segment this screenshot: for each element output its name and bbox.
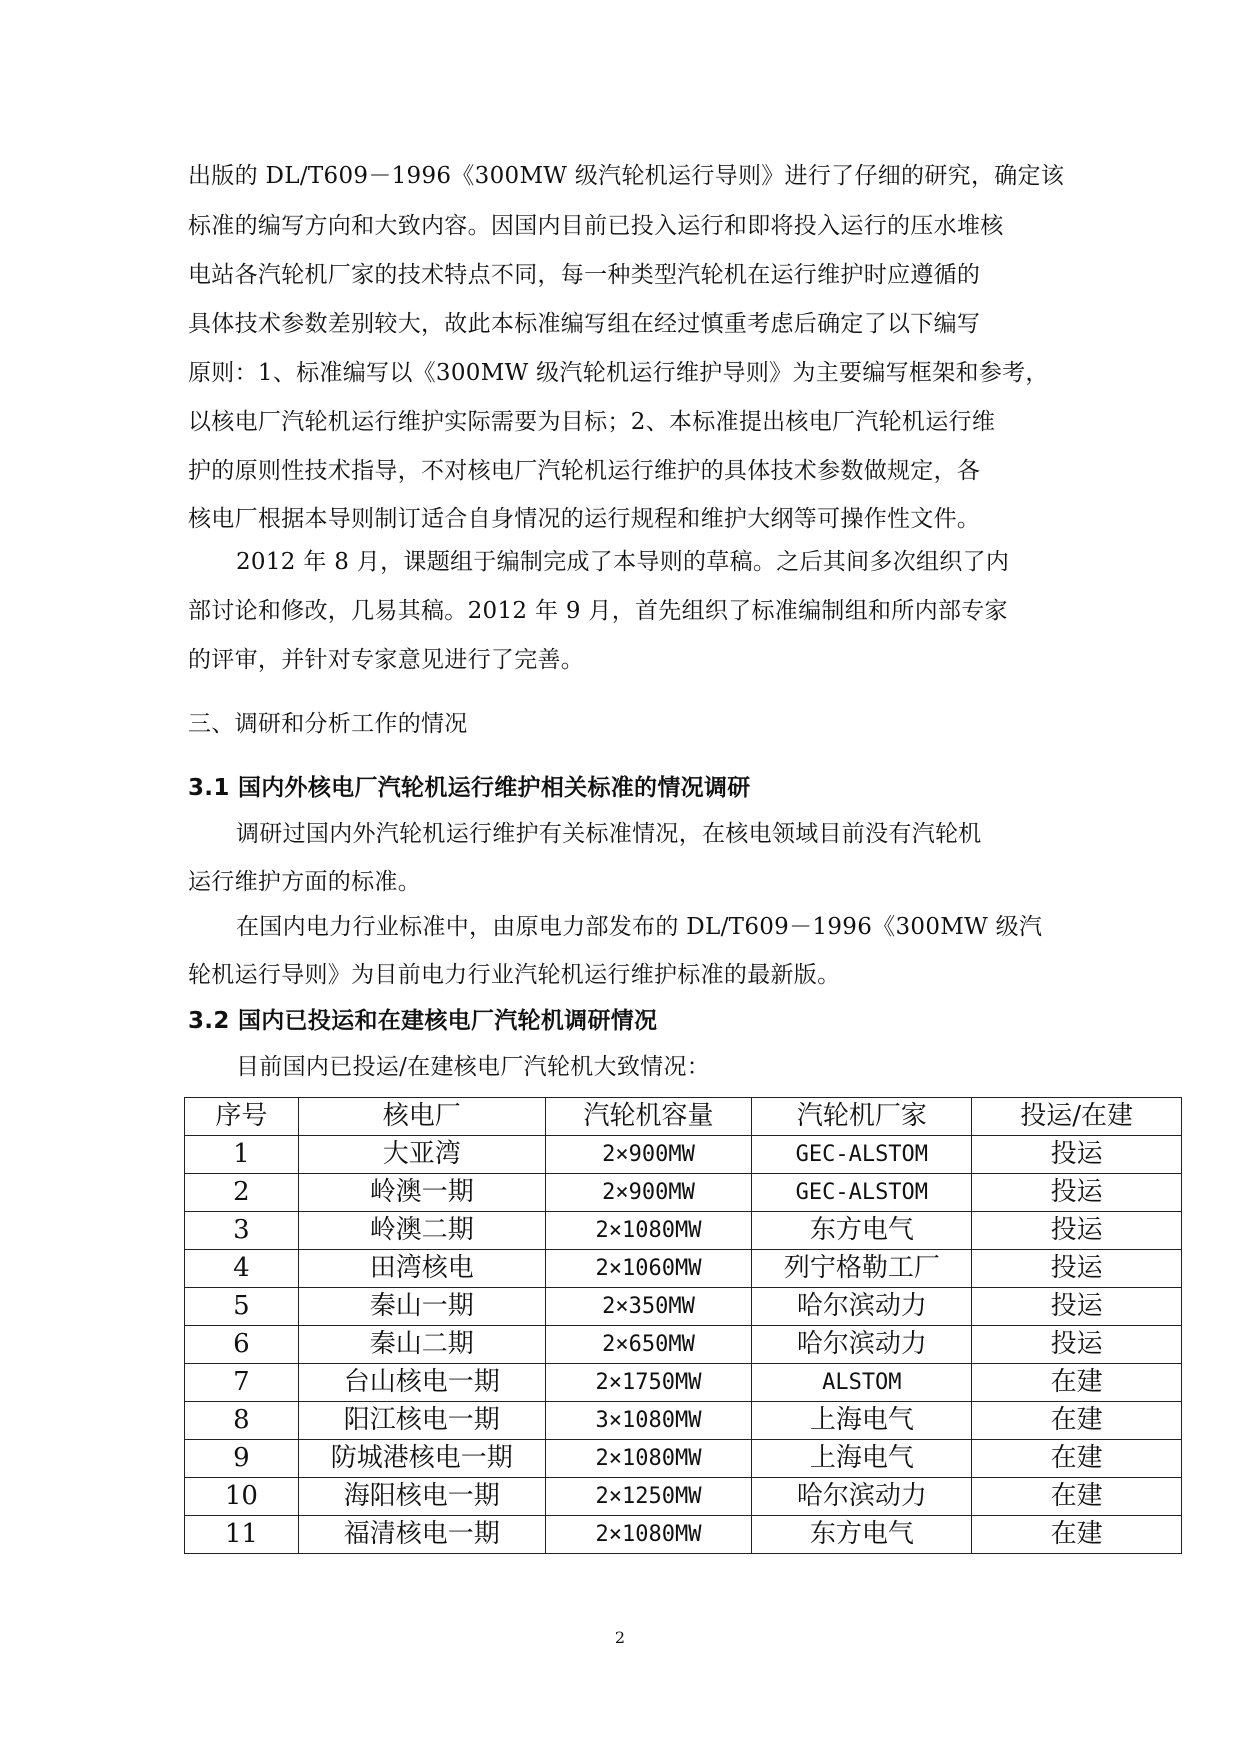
plant-name: 福清核电一期 xyxy=(298,1516,545,1554)
turbine-manufacturer: 列宁格勒工厂 xyxy=(752,1250,972,1288)
row-number: 9 xyxy=(185,1440,299,1478)
row-number: 4 xyxy=(185,1250,299,1288)
turbine-table xyxy=(184,1097,1182,1554)
row-number: 7 xyxy=(185,1364,299,1402)
status: 投运 xyxy=(972,1174,1182,1212)
status: 投运 xyxy=(972,1288,1182,1326)
plant-name: 台山核电一期 xyxy=(298,1364,545,1402)
turbine-capacity: 2×1750MW xyxy=(545,1364,752,1402)
table-row xyxy=(185,1174,1182,1212)
status: 投运 xyxy=(972,1136,1182,1174)
turbine-manufacturer: 哈尔滨动力 xyxy=(752,1478,972,1516)
row-number: 5 xyxy=(185,1288,299,1326)
table-row xyxy=(185,1478,1182,1516)
text-line: 护的原则性技术指导，不对核电厂汽轮机运行维护的具体技术参数做规定，各 xyxy=(188,458,981,484)
table-row xyxy=(185,1326,1182,1364)
turbine-manufacturer: 哈尔滨动力 xyxy=(752,1326,972,1364)
turbine-manufacturer: ALSTOM xyxy=(752,1364,972,1402)
turbine-manufacturer: 东方电气 xyxy=(752,1516,972,1554)
turbine-capacity: 2×1080MW xyxy=(545,1212,752,1250)
subsection-heading-3-2: 3.2 国内已投运和在建核电厂汽轮机调研情况 xyxy=(188,1008,658,1034)
table-row xyxy=(185,1402,1182,1440)
turbine-capacity: 3×1080MW xyxy=(545,1402,752,1440)
text-line: 出版的 DL/T609－1996《300MW 级汽轮机运行导则》进行了仔细的研究，确定该 xyxy=(188,163,1065,189)
turbine-capacity: 2×350MW xyxy=(545,1288,752,1326)
column-header: 投运/在建 xyxy=(972,1098,1182,1136)
table-row xyxy=(185,1440,1182,1478)
plant-name: 阳江核电一期 xyxy=(298,1402,545,1440)
text-line: 2012 年 8 月，课题组于编制完成了本导则的草稿。之后其间多次组织了内 xyxy=(236,549,1010,575)
table-intro: 目前国内已投运/在建核电厂汽轮机大致情况： xyxy=(236,1054,711,1080)
text-line: 原则：1、标准编写以《300MW 级汽轮机运行维护导则》为主要编写框架和参考， xyxy=(188,360,1049,386)
plant-name: 岭澳二期 xyxy=(298,1212,545,1250)
turbine-manufacturer: GEC-ALSTOM xyxy=(752,1136,972,1174)
plant-name: 秦山二期 xyxy=(298,1326,545,1364)
turbine-capacity: 2×900MW xyxy=(545,1174,752,1212)
text-line: 核电厂根据本导则制订适合自身情况的运行规程和维护大纲等可操作性文件。 xyxy=(188,506,981,532)
turbine-capacity: 2×900MW xyxy=(545,1136,752,1174)
turbine-manufacturer: 东方电气 xyxy=(752,1212,972,1250)
text-line: 具体技术参数差别较大，故此本标准编写组在经过慎重考虑后确定了以下编写 xyxy=(188,311,981,337)
text-line: 运行维护方面的标准。 xyxy=(188,869,421,895)
table-row xyxy=(185,1288,1182,1326)
text-line: 轮机运行导则》为目前电力行业汽轮机运行维护标准的最新版。 xyxy=(188,962,841,988)
text-line: 以核电厂汽轮机运行维护实际需要为目标；2、本标准提出核电厂汽轮机运行维 xyxy=(188,409,996,435)
turbine-capacity: 2×1080MW xyxy=(545,1440,752,1478)
status: 在建 xyxy=(972,1516,1182,1554)
turbine-capacity: 2×1250MW xyxy=(545,1478,752,1516)
turbine-capacity: 2×1080MW xyxy=(545,1516,752,1554)
turbine-manufacturer: 哈尔滨动力 xyxy=(752,1288,972,1326)
text-line: 在国内电力行业标准中，由原电力部发布的 DL/T609－1996《300MW 级汽 xyxy=(236,914,1043,940)
row-number: 10 xyxy=(185,1478,299,1516)
row-number: 1 xyxy=(185,1136,299,1174)
status: 在建 xyxy=(972,1440,1182,1478)
turbine-manufacturer: 上海电气 xyxy=(752,1402,972,1440)
plant-name: 秦山一期 xyxy=(298,1288,545,1326)
status: 在建 xyxy=(972,1478,1182,1516)
status: 投运 xyxy=(972,1326,1182,1364)
text-line: 电站各汽轮机厂家的技术特点不同，每一种类型汽轮机在运行维护时应遵循的 xyxy=(188,262,981,288)
row-number: 2 xyxy=(185,1174,299,1212)
turbine-capacity: 2×1060MW xyxy=(545,1250,752,1288)
column-header: 汽轮机容量 xyxy=(545,1098,752,1136)
row-number: 11 xyxy=(185,1516,299,1554)
turbine-capacity: 2×650MW xyxy=(545,1326,752,1364)
row-number: 6 xyxy=(185,1326,299,1364)
text-line: 的评审，并针对专家意见进行了完善。 xyxy=(188,647,585,673)
row-number: 8 xyxy=(185,1402,299,1440)
section-heading: 三、调研和分析工作的情况 xyxy=(188,711,468,737)
table-row xyxy=(185,1212,1182,1250)
turbine-manufacturer: GEC-ALSTOM xyxy=(752,1174,972,1212)
status: 投运 xyxy=(972,1212,1182,1250)
table-row xyxy=(185,1516,1182,1554)
table-row xyxy=(185,1364,1182,1402)
plant-name: 大亚湾 xyxy=(298,1136,545,1174)
column-header: 序号 xyxy=(185,1098,299,1136)
status: 在建 xyxy=(972,1364,1182,1402)
row-number: 3 xyxy=(185,1212,299,1250)
turbine-manufacturer: 上海电气 xyxy=(752,1440,972,1478)
column-header: 核电厂 xyxy=(298,1098,545,1136)
plant-name: 田湾核电 xyxy=(298,1250,545,1288)
text-line: 部讨论和修改，几易其稿。2012 年 9 月，首先组织了标准编制组和所内部专家 xyxy=(188,598,1008,624)
table-header-row xyxy=(185,1098,1182,1136)
status: 投运 xyxy=(972,1250,1182,1288)
status: 在建 xyxy=(972,1402,1182,1440)
plant-name: 防城港核电一期 xyxy=(298,1440,545,1478)
plant-name: 岭澳一期 xyxy=(298,1174,545,1212)
plant-name: 海阳核电一期 xyxy=(298,1478,545,1516)
table-row xyxy=(185,1136,1182,1174)
column-header: 汽轮机厂家 xyxy=(752,1098,972,1136)
table-row xyxy=(185,1250,1182,1288)
text-line: 标准的编写方向和大致内容。因国内目前已投入运行和即将投入运行的压水堆核 xyxy=(188,213,1004,239)
subsection-heading-3-1: 3.1 国内外核电厂汽轮机运行维护相关标准的情况调研 xyxy=(188,775,751,801)
text-line: 调研过国内外汽轮机运行维护有关标准情况，在核电领域目前没有汽轮机 xyxy=(236,821,982,847)
page-number: 2 xyxy=(614,1628,626,1647)
